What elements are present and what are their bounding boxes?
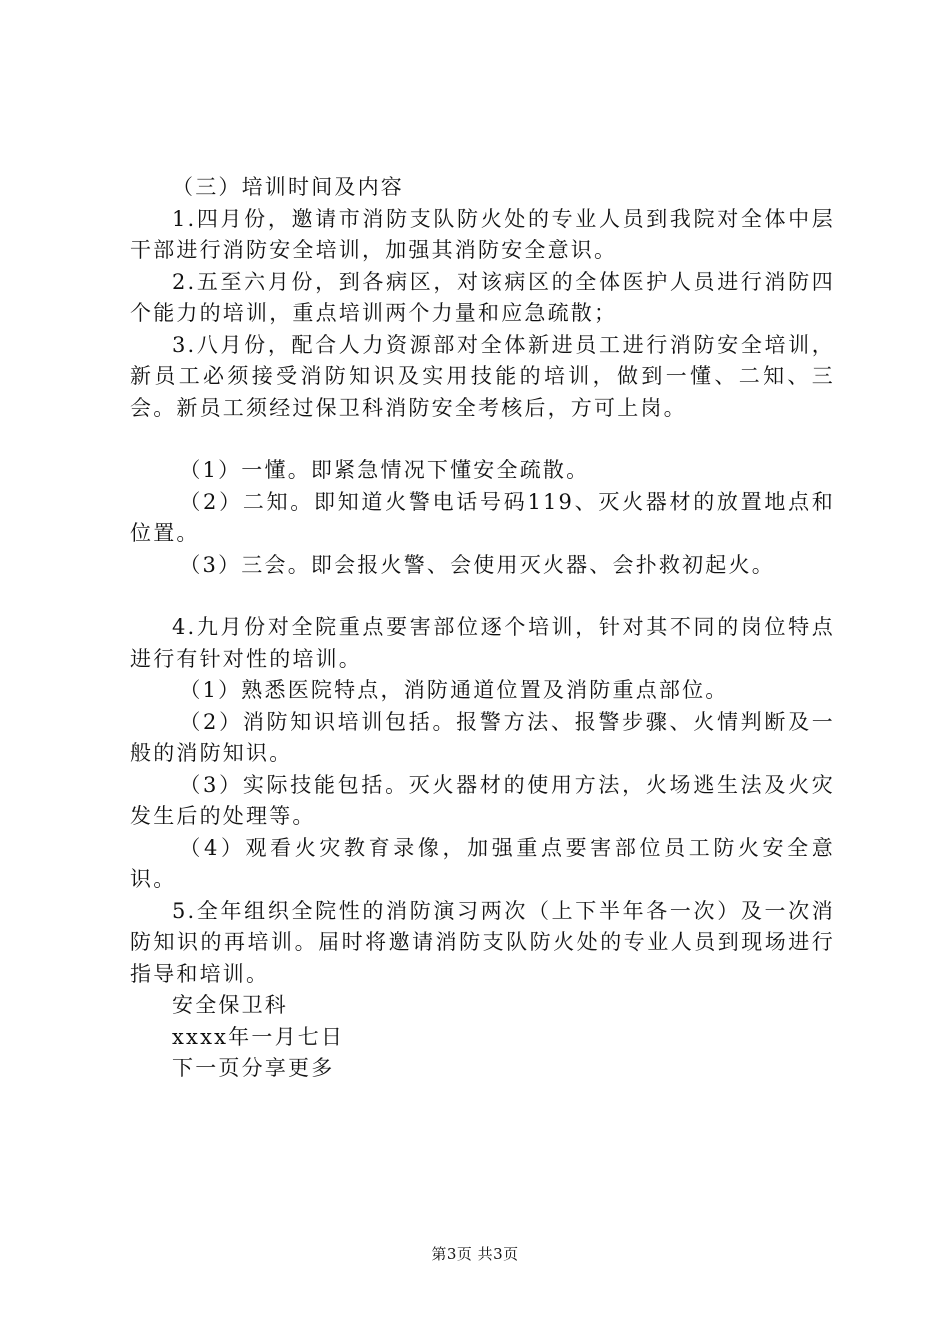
document-body bbox=[130, 172, 835, 1085]
page-footer bbox=[0, 1243, 950, 1264]
paragraph-item-3-sub-3: （3）三会。即会报火警、会使用灭火器、会扑救初起火。 bbox=[179, 552, 775, 577]
paragraph-item-4-sub-2: （2）消防知识培训包括。报警方法、报警步骤、火情判断及一般的消防知识。 bbox=[130, 709, 835, 765]
spacer bbox=[130, 424, 835, 455]
signature-date: xxxx年一月七日 bbox=[172, 1024, 345, 1049]
paragraph-item-5: 5.全年组织全院性的消防演习两次（上下半年各一次）及一次消防知识的再培训。届时将邀请消防支队防火处的专业人员到现场进行指导和培训。 bbox=[130, 898, 835, 986]
paragraph-item-4-sub-3: （3）实际技能包括。灭火器材的使用方法，火场逃生法及火灾发生后的处理等。 bbox=[130, 772, 835, 828]
paragraph-item-4-sub-1: （1）熟悉医院特点，消防通道位置及消防重点部位。 bbox=[179, 678, 729, 702]
paragraph-item-2: 2.五至六月份，到各病区，对该病区的全体医护人员进行消防四个能力的培训，重点培训两个力量和应急疏散； bbox=[130, 269, 835, 325]
page-number: 第3页 共3页 bbox=[431, 1245, 519, 1263]
paragraph-item-3: 3.八月份，配合人力资源部对全体新进员工进行消防安全培训，新员工必须接受消防知识及实用技能的培训，做到一懂、二知、三会。新员工须经过保卫科消防安全考核后，方可上岗。 bbox=[130, 332, 835, 420]
section-heading: （三）培训时间及内容 bbox=[172, 175, 404, 199]
signature-department: 安全保卫科 bbox=[172, 993, 288, 1017]
paragraph-item-1: 1.四月份，邀请市消防支队防火处的专业人员到我院对全体中层干部进行消防安全培训，加强其消防安全意识。 bbox=[130, 206, 835, 262]
spacer bbox=[130, 581, 835, 612]
paragraph-item-4: 4.九月份对全院重点要害部位逐个培训，针对其不同的岗位特点进行有针对性的培训。 bbox=[130, 615, 835, 671]
paragraph-item-4-sub-4: （4）观看火灾教育录像，加强重点要害部位员工防火安全意识。 bbox=[130, 835, 835, 891]
paragraph-item-3-sub-2: （2）二知。即知道火警电话号码119、灭火器材的放置地点和位置。 bbox=[130, 489, 835, 545]
next-page-link-text: 下一页分享更多 bbox=[172, 1056, 335, 1080]
paragraph-item-3-sub-1: （1）一懂。即紧急情况下懂安全疏散。 bbox=[179, 458, 590, 482]
